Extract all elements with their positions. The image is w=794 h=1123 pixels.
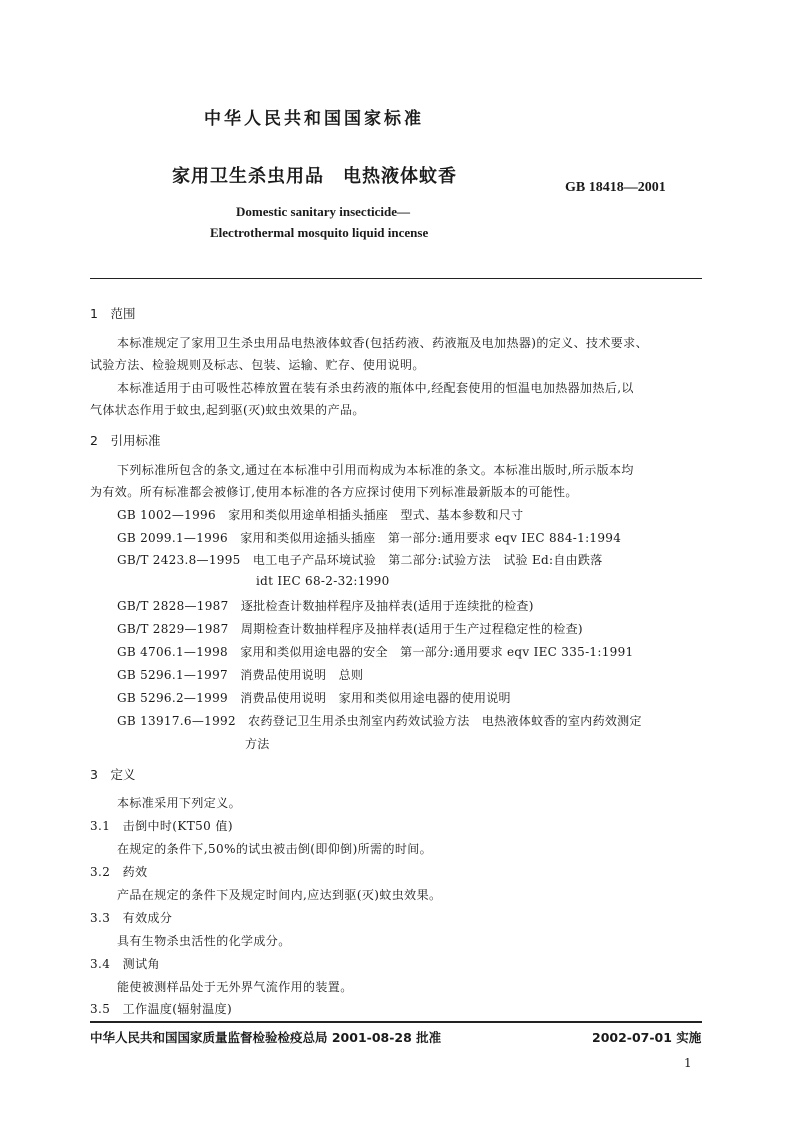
section-1-para1-line1: 本标准规定了家用卫生杀虫用品电热液体蚊香(包括药液、药液瓶及电加热器)的定义、技术要求、	[117, 336, 648, 350]
section-2-intro-line2: 为有效。所有标准都会被修订,使用本标准的各方应探讨使用下列标准最新版本的可能性。	[90, 485, 578, 499]
reference-item: GB 4706.1—1998 家用和类似用途电器的安全 第一部分:通用要求 eqv IEC 335-1:1991	[117, 645, 634, 659]
implementation-date: 2002-07-01 实施	[592, 1030, 702, 1045]
reference-item: GB 2099.1—1996 家用和类似用途插头插座 第一部分:通用要求 eqv IEC 884-1:1994	[117, 531, 622, 545]
section-3-heading: 3 定义	[90, 767, 136, 782]
definition-3-3-text: 具有生物杀虫活性的化学成分。	[117, 934, 291, 948]
section-2-heading: 2 引用标准	[90, 433, 161, 448]
definition-3-2-title: 3.2 药效	[90, 865, 148, 879]
reference-item: 方法	[245, 737, 270, 751]
reference-item: GB 13917.6—1992 农药登记卫生用杀虫剂室内药效试验方法 电热液体蚊香的室内药效测定	[117, 714, 642, 728]
reference-item: GB 5296.1—1997 消费品使用说明 总则	[117, 668, 364, 682]
standard-number: GB 18418—2001	[565, 180, 666, 195]
document-title-en-line1: Domestic sanitary insecticide—	[236, 204, 411, 219]
reference-item: GB/T 2828—1987 逐批检查计数抽样程序及抽样表(适用于连续批的检查)	[117, 599, 534, 613]
definition-3-4-text: 能使被测样品处于无外界气流作用的装置。	[117, 980, 353, 994]
section-1-para1-line2: 试验方法、检验规则及标志、包装、运输、贮存、使用说明。	[90, 358, 425, 372]
section-1-para2-line1: 本标准适用于由可吸性芯棒放置在装有杀虫药液的瓶体中,经配套使用的恒温电加热器加热后,以	[117, 381, 634, 395]
section-2-intro-line1: 下列标准所包含的条文,通过在本标准中引用而构成为本标准的条文。本标准出版时,所示版本均	[117, 463, 634, 477]
national-standard-heading: 中华人民共和国国家标准	[204, 109, 424, 129]
definition-3-1-title: 3.1 击倒中时(KT50 值)	[90, 819, 233, 833]
reference-item: GB 5296.2—1999 消费品使用说明 家用和类似用途电器的使用说明	[117, 691, 511, 705]
reference-item: GB/T 2829—1987 周期检查计数抽样程序及抽样表(适用于生产过程稳定性的检查)	[117, 622, 583, 636]
footer-divider	[90, 1021, 702, 1023]
section-3-intro: 本标准采用下列定义。	[117, 796, 242, 810]
page-number: 1	[684, 1056, 693, 1070]
reference-item: GB 1002—1996 家用和类似用途单相插头插座 型式、基本参数和尺寸	[117, 508, 524, 522]
reference-item: GB/T 2423.8—1995 电工电子产品环境试验 第二部分:试验方法 试验 Ed:自由跌落	[117, 553, 603, 567]
document-title-cn: 家用卫生杀虫用品 电热液体蚊香	[172, 166, 457, 187]
section-1-heading: 1 范围	[90, 306, 136, 321]
definition-3-2-text: 产品在规定的条件下及规定时间内,应达到驱(灭)蚊虫效果。	[117, 888, 442, 902]
header-divider	[90, 278, 702, 279]
section-1-para2-line2: 气体状态作用于蚊虫,起到驱(灭)蚊虫效果的产品。	[90, 403, 365, 417]
approval-line: 中华人民共和国国家质量监督检验检疫总局 2001-08-28 批准	[90, 1030, 442, 1045]
document-title-en-line2: Electrothermal mosquito liquid incense	[210, 225, 429, 240]
reference-item: idt IEC 68-2-32:1990	[256, 574, 390, 588]
definition-3-3-title: 3.3 有效成分	[90, 911, 173, 925]
definition-3-1-text: 在规定的条件下,50%的试虫被击倒(即仰倒)所需的时间。	[117, 842, 433, 856]
definition-3-5-title: 3.5 工作温度(辐射温度)	[90, 1002, 233, 1016]
definition-3-4-title: 3.4 测试角	[90, 957, 160, 971]
